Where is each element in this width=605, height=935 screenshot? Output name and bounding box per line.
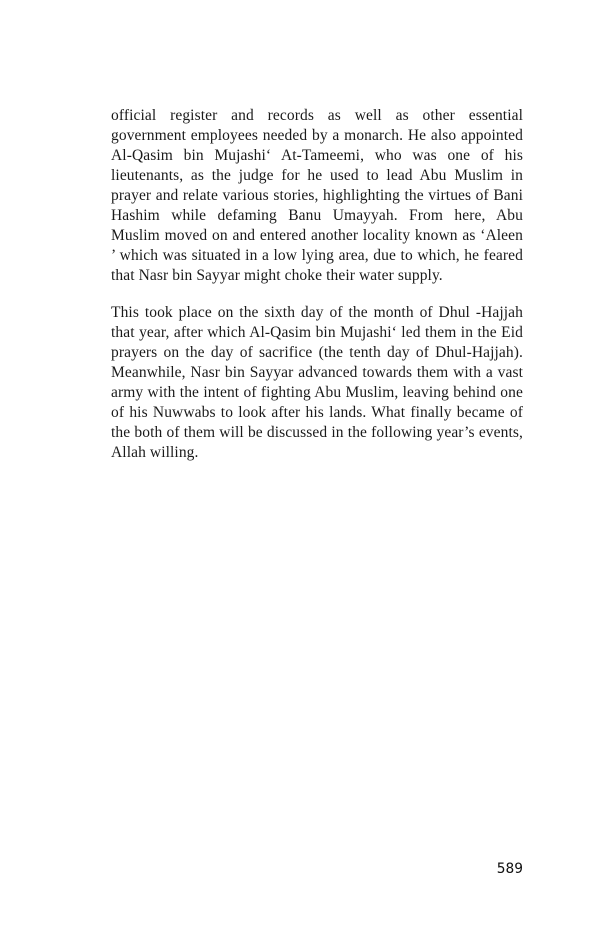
page-number: 589 [496, 861, 523, 877]
body-paragraph: This took place on the sixth day of the month of Dhul -Hajjah that year, after which Al-Qasim bin Mujashi‘ led them in the Eid prayers on the day of sacrifice (the tenth day of Dhul-Hajjah). Meanwhile, Nasr bin Sayyar advanced towards them with a vast army with the intent of fighting Abu Muslim, leaving behind one of his Nuwwabs to look after his lands. What finally became of the both of them will be discussed in the following year’s events, Allah willing. [111, 304, 523, 461]
body-paragraph: official register and records as well as other essential government employees needed by a monarch. He also appointed Al-Qasim bin Mujashi‘ At-Tameemi, who was one of his lieutenants, as the judge for he used to lead Abu Muslim in prayer and relate various stories, highlighting the virtues of Bani Hashim while defaming Banu Umayyah. From here, Abu Muslim moved on and entered another locality known as ‘Aleen ’ which was situated in a low lying area, due to which, he feared that Nasr bin Sayyar might choke their water supply. [111, 107, 523, 284]
text-block [111, 106, 523, 480]
